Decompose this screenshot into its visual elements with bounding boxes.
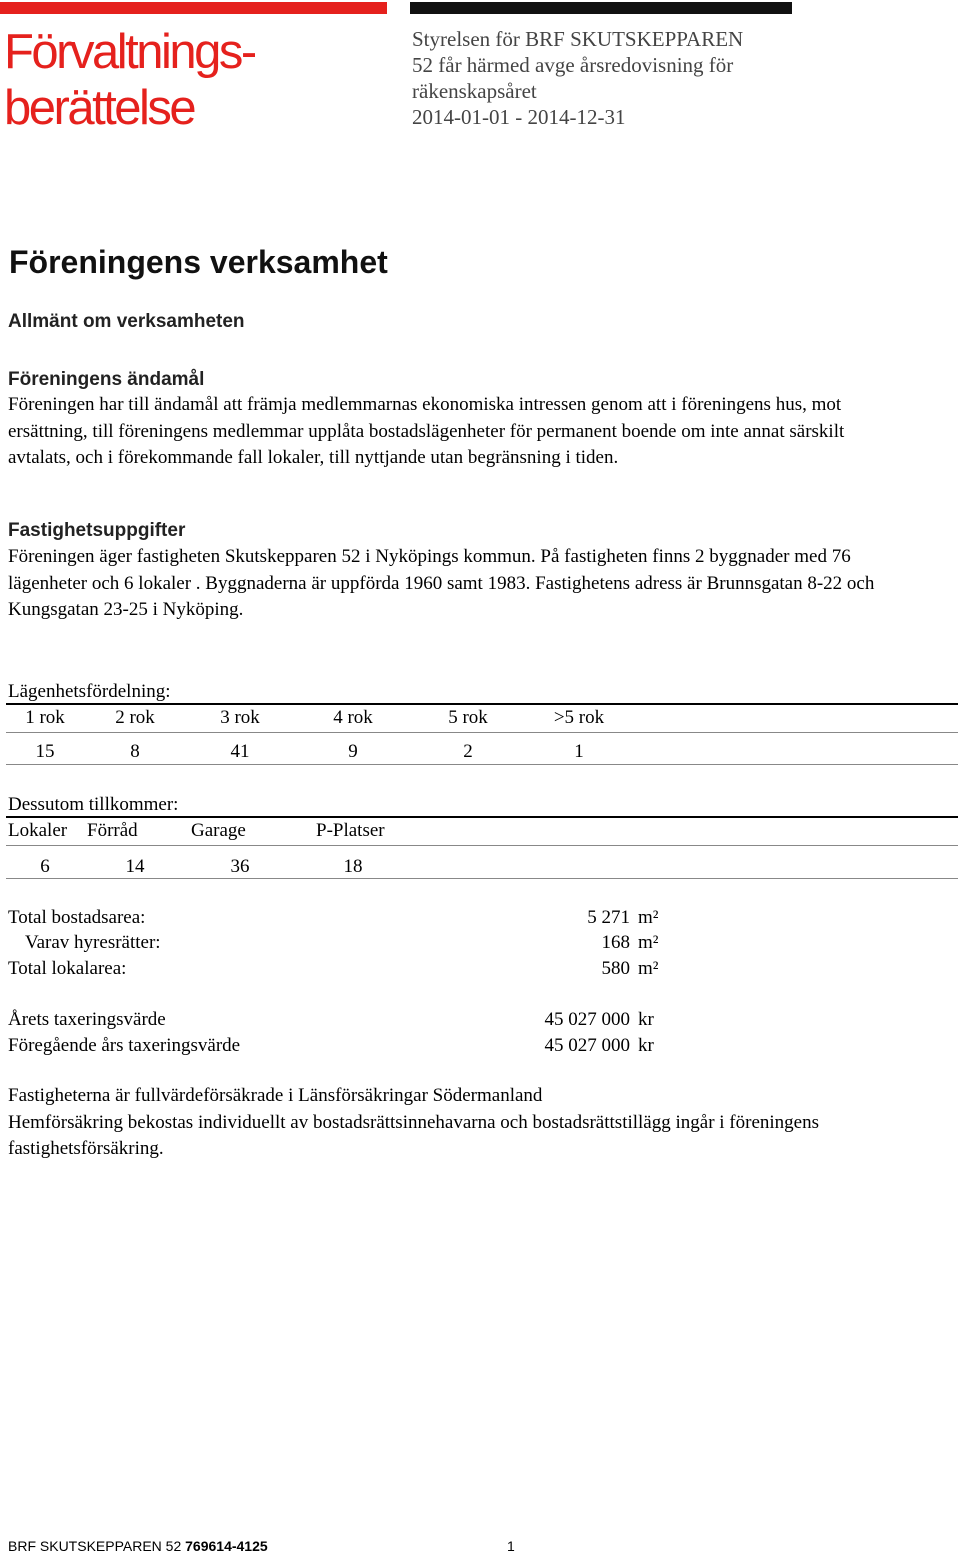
paragraph-line: fastighetsförsäkring.: [8, 1138, 164, 1159]
footer-association: [8, 1537, 268, 1555]
area-value: 168: [601, 932, 630, 953]
paragraph-line: Föreningen har till ändamål att främja medlemmarnas ekonomiska intressen genom att i föreningens hus, mot: [8, 394, 842, 415]
apartment-table-title: Lägenhetsfördelning:: [8, 681, 171, 702]
footer-page-number: 1: [507, 1538, 515, 1554]
tax-value-amount: 45 027 000: [544, 1035, 630, 1056]
area-label: Varav hyresrätter:: [25, 932, 161, 953]
header-accent-bar: [0, 2, 387, 14]
extra-value-cell: 36: [230, 856, 250, 877]
paragraph-line: Hemförsäkring bekostas individuellt av bostadsrättsinnehavarna och bostadsrättstillägg ingår i föreningens: [8, 1111, 819, 1133]
apartment-header-cell: 4 rok: [333, 707, 373, 728]
apartment-value-cell: 8: [130, 741, 140, 762]
tax-value-label: Föregående års taxeringsvärde: [8, 1035, 241, 1056]
paragraph-line: ersättning, till föreningens medlemmar upplåta bostadslägenheter för permanent boende om inte annat särskilt: [8, 420, 845, 442]
paragraph-line: Fastigheterna är fullvärdeförsäkrade i Länsförsäkringar Södermanland: [8, 1085, 543, 1106]
property-paragraph: [8, 544, 953, 624]
extra-header-cell: P-Platser: [316, 820, 385, 841]
area-label: Total bostadsarea:: [8, 907, 146, 928]
apartment-header-cell: 3 rok: [220, 707, 260, 728]
document-title-line-1: Förvaltnings-: [4, 25, 255, 79]
extra-header-cell: Lokaler: [8, 820, 68, 841]
apartment-value-cell: 1: [574, 741, 584, 762]
apartment-value-cell: 9: [348, 741, 358, 762]
table-bottom-rule: [6, 764, 958, 765]
apartment-value-cell: 41: [230, 741, 250, 762]
apartment-value-cell: 2: [463, 741, 473, 762]
extra-header-cell: Förråd: [87, 820, 138, 841]
area-unit: m²: [638, 907, 659, 928]
footer-org-number: 769614-4125: [185, 1538, 268, 1554]
table-bottom-rule: [6, 878, 958, 879]
apartment-header-cell: 5 rok: [448, 707, 488, 728]
intro-line: räkenskapsåret: [412, 79, 537, 103]
paragraph-line: Kungsgatan 23-25 i Nyköping.: [8, 599, 244, 620]
footer-name: BRF SKUTSKEPPAREN 52: [8, 1538, 182, 1554]
insurance-paragraph: [8, 1083, 953, 1163]
tax-value-amount: 45 027 000: [544, 1009, 630, 1030]
apartment-value-cell: 15: [35, 741, 55, 762]
extra-header-cell: Garage: [191, 820, 246, 841]
table-top-rule: [6, 703, 958, 705]
table-row-divider: [6, 845, 958, 846]
section-title: Föreningens verksamhet: [9, 244, 388, 280]
extra-value-cell: 6: [40, 856, 50, 877]
table-top-rule: [6, 816, 958, 818]
area-value: 580: [601, 958, 630, 979]
purpose-heading: Föreningens ändamål: [8, 369, 205, 390]
apartment-header-cell: 1 rok: [25, 707, 65, 728]
extra-value-cell: 14: [125, 856, 145, 877]
intro-line: Styrelsen för BRF SKUTSKEPPAREN: [412, 27, 744, 51]
apartment-header-cell: 2 rok: [115, 707, 155, 728]
property-heading: Fastighetsuppgifter: [8, 520, 186, 541]
apartment-header-cell: >5 rok: [553, 707, 605, 728]
header-dark-bar: [410, 2, 792, 14]
area-unit: m²: [638, 932, 659, 953]
intro-line: 2014-01-01 - 2014-12-31: [412, 105, 626, 129]
table-row-divider: [6, 732, 958, 733]
tax-value-unit: kr: [638, 1035, 654, 1056]
purpose-paragraph: [8, 392, 953, 472]
intro-text: [412, 26, 743, 130]
area-value: 5 271: [587, 907, 630, 928]
area-unit: m²: [638, 958, 659, 979]
document-title: [4, 24, 255, 136]
tax-value-unit: kr: [638, 1009, 654, 1030]
general-heading: Allmänt om verksamheten: [8, 311, 245, 332]
paragraph-line: avtalats, och i förekommande fall lokaler, till nyttjande utan begränsning i tiden.: [8, 447, 619, 468]
paragraph-line: Föreningen äger fastigheten Skutskepparen 52 i Nyköpings kommun. På fastigheten finns 2 byggnader med 76: [8, 546, 851, 567]
intro-line: 52 får härmed avge årsredovisning för: [412, 53, 734, 77]
document-title-line-2: berättelse: [4, 81, 195, 135]
extra-table-title: Dessutom tillkommer:: [8, 794, 179, 815]
paragraph-line: lägenheter och 6 lokaler . Byggnaderna är uppförda 1960 samt 1983. Fastighetens adress är Brunnsgatan 8-22 och: [8, 572, 875, 594]
area-label: Total lokalarea:: [8, 958, 127, 979]
tax-value-label: Årets taxeringsvärde: [8, 1009, 166, 1030]
extra-value-cell: 18: [343, 856, 363, 877]
